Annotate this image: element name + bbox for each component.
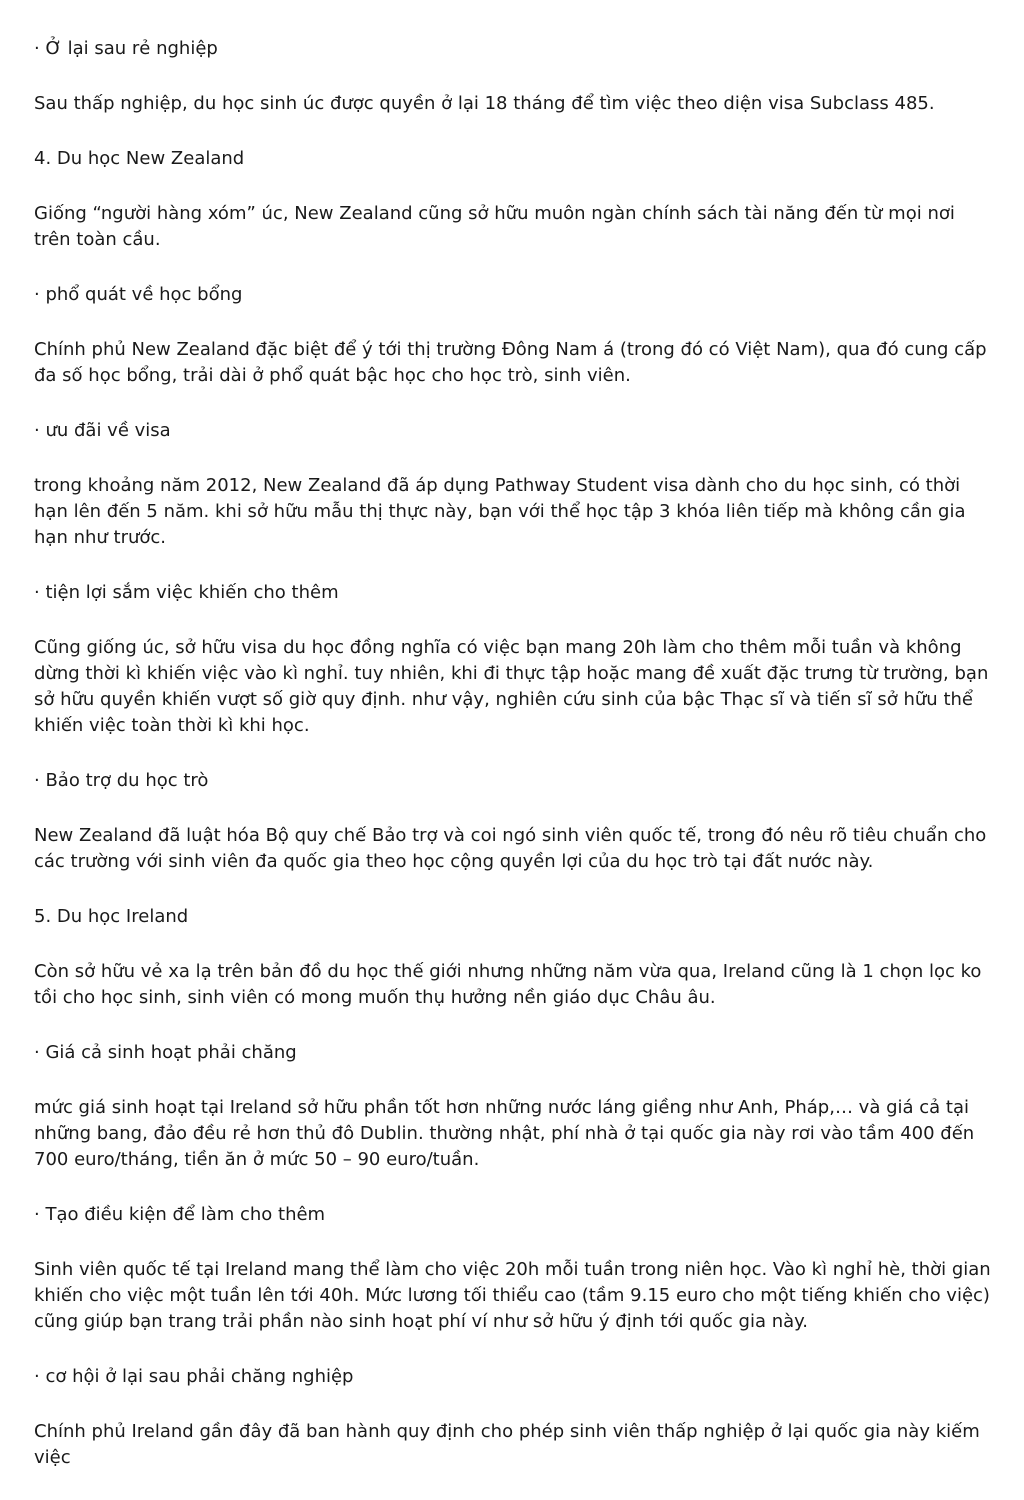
- bullet-scholarships: · phổ quát về học bổng: [34, 282, 994, 308]
- paragraph-ireland-costs: mức giá sinh hoạt tại Ireland sở hữu phần tốt hơn những nước láng giềng như Anh, Pháp,… và giá cả tại những bang, đảo đều rẻ hơn thủ đô Dublin. thường nhật, phí nhà ở tại quốc gia này rơi vào tầm 400 đến 700 euro/tháng, tiền ăn ở mức 50 – 90 euro/tuần.: [34, 1097, 975, 1170]
- bullet-student-protection: · Bảo trợ du học trò: [34, 768, 994, 794]
- paragraph-ireland-intro: Còn sở hữu vẻ xa lạ trên bản đồ du học thế giới nhưng những năm vừa qua, Ireland cũng là 1 chọn lọc ko tồi cho học sinh, sinh viên có mong muốn thụ hưởng nền giáo dục Châu âu.: [34, 961, 982, 1008]
- paragraph-nz-scholarships: Chính phủ New Zealand đặc biệt để ý tới thị trường Đông Nam á (trong đó có Việt Nam), qua đó cung cấp đa số học bổng, trải dài ở phổ quát bậc học cho học trò, sinh viên.: [34, 339, 987, 386]
- paragraph-nz-work-hours: Cũng giống úc, sở hữu visa du học đồng nghĩa có việc bạn mang 20h làm cho thêm mỗi tuần và không dừng thời kì khiến việc vào kì nghỉ. tuy nhiên, khi đi thực tập hoặc mang đề xuất đặc trưng từ trường, bạn sở hữu quyền khiến vượt số giờ quy định. như vậy, nghiên cứu sinh của bậc Thạc sĩ và tiến sĩ sở hữu thể khiến việc toàn thời kì khi học.: [34, 637, 989, 736]
- paragraph-ireland-work: Sinh viên quốc tế tại Ireland mang thể làm cho việc 20h mỗi tuần trong niên học. Vào kì nghỉ hè, thời gian khiến cho việc một tuần lên tới 40h. Mức lương tối thiểu cao (tầm 9.15 euro cho một tiếng khiến cho việc) cũng giúp bạn trang trải phần nào sinh hoạt phí ví như sở hữu ý định tới quốc gia này.: [34, 1259, 991, 1332]
- bullet-stay-after-graduation: · Ở lại sau rẻ nghiệp: [34, 36, 994, 62]
- paragraph-nz-intro: Giống “người hàng xóm” úc, New Zealand cũng sở hữu muôn ngàn chính sách tài năng đến từ mọi nơi trên toàn cầu.: [34, 203, 955, 250]
- paragraph-ireland-post-study: Chính phủ Ireland gần đây đã ban hành quy định cho phép sinh viên thấp nghiệp ở lại quốc gia này kiếm việc: [34, 1421, 980, 1468]
- section-heading-ireland: 5. Du học Ireland: [34, 906, 189, 927]
- bullet-living-costs: · Giá cả sinh hoạt phải chăng: [34, 1040, 994, 1066]
- bullet-part-time-work: · tiện lợi sắm việc khiến cho thêm: [34, 580, 994, 606]
- bullet-post-study-stay: · cơ hội ở lại sau phải chăng nghiệp: [34, 1364, 994, 1390]
- paragraph-nz-pathway-visa: trong khoảng năm 2012, New Zealand đã áp dụng Pathway Student visa dành cho du học sinh, có thời hạn lên đến 5 năm. khi sở hữu mẫu thị thực này, bạn với thể học tập 3 khóa liên tiếp mà không cần gia hạn như trước.: [34, 475, 966, 548]
- section-heading-new-zealand: 4. Du học New Zealand: [34, 148, 245, 169]
- bullet-work-conditions: · Tạo điều kiện để làm cho thêm: [34, 1202, 994, 1228]
- paragraph-nz-code-of-practice: New Zealand đã luật hóa Bộ quy chế Bảo trợ và coi ngó sinh viên quốc tế, trong đó nêu rõ tiêu chuẩn cho các trường với sinh viên đa quốc gia theo học cộng quyền lợi của du học trò tại đất nước này.: [34, 825, 987, 872]
- paragraph-australia-485: Sau thấp nghiệp, du học sinh úc được quyền ở lại 18 tháng để tìm việc theo diện visa Subclass 485.: [34, 93, 935, 114]
- document-body: [34, 36, 994, 1500]
- bullet-visa-incentives: · ưu đãi về visa: [34, 418, 994, 444]
